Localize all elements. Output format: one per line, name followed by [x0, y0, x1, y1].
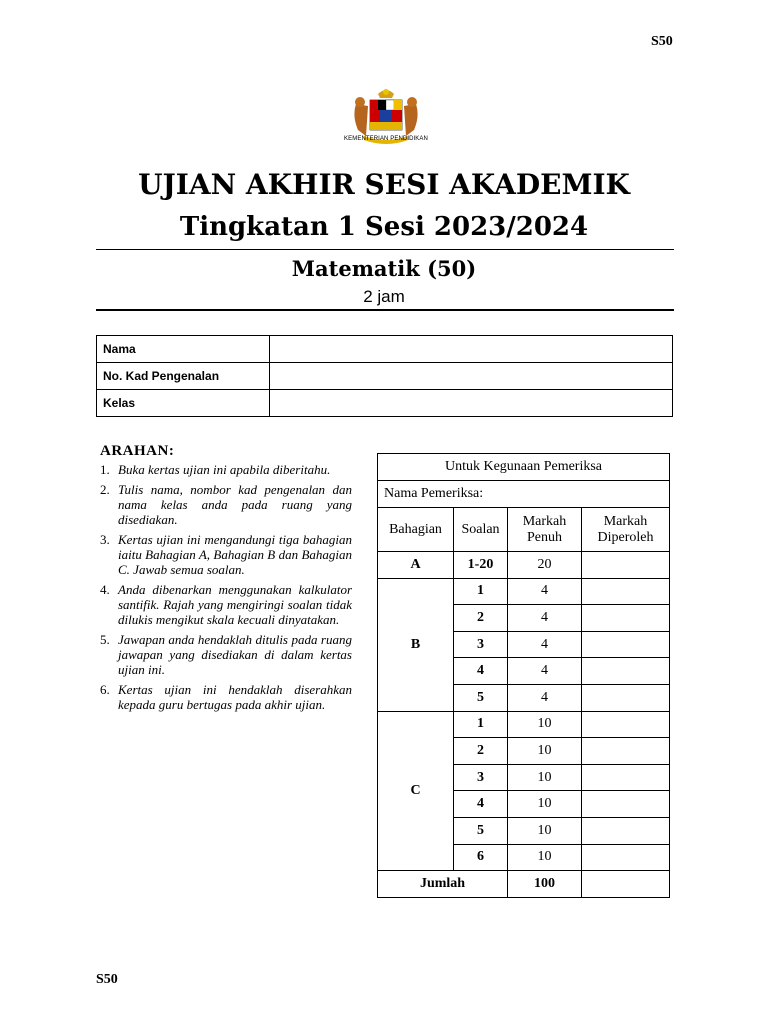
question-number: 6: [454, 844, 508, 871]
section-label: B: [378, 578, 454, 711]
full-marks: 10: [508, 738, 582, 765]
student-info-table: [96, 335, 673, 417]
full-marks: 10: [508, 844, 582, 871]
marks-obtained-cell[interactable]: [582, 738, 670, 765]
marks-obtained-cell[interactable]: [582, 578, 670, 605]
question-number: 1: [454, 578, 508, 605]
table-row: [378, 578, 670, 605]
full-marks: 4: [508, 684, 582, 711]
item-text: Tulis nama, nombor kad pengenalan dan nama kelas anda pada ruang yang disediakan.: [118, 482, 352, 527]
list-item: [100, 532, 352, 577]
marks-obtained-cell[interactable]: [582, 711, 670, 738]
ic-number-field[interactable]: [270, 363, 673, 390]
ministry-label: KEMENTERIAN PENDIDIKAN: [344, 136, 428, 142]
full-marks: 4: [508, 578, 582, 605]
table-row: [378, 711, 670, 738]
item-text: Anda dibenarkan menggunakan kalkulator santifik. Rajah yang mengiringi soalan tidak dilukis mengikut skala kecuali dinyatakan.: [118, 582, 352, 627]
header-divider: [96, 309, 674, 311]
field-label-class: Kelas: [97, 390, 270, 417]
field-label-name: Nama: [97, 336, 270, 363]
question-number: 1-20: [454, 552, 508, 579]
exam-duration: 2 jam: [363, 287, 405, 306]
question-number: 4: [454, 658, 508, 685]
examiner-name-field[interactable]: Nama Pemeriksa:: [378, 481, 670, 508]
exam-title: UJIAN AKHIR SESI AKADEMIK: [138, 168, 630, 201]
table-row: [97, 363, 673, 390]
page-code-bottom: S50: [96, 972, 118, 987]
item-number: 4.: [100, 582, 110, 597]
instructions-list: [100, 462, 352, 717]
item-number: 6.: [100, 682, 110, 697]
full-marks: 4: [508, 605, 582, 632]
table-row: [378, 552, 670, 579]
question-number: 2: [454, 605, 508, 632]
full-marks: 20: [508, 552, 582, 579]
full-marks: 10: [508, 764, 582, 791]
table-row: [97, 390, 673, 417]
list-item: [100, 632, 352, 677]
item-number: 5.: [100, 632, 110, 647]
item-number: 1.: [100, 462, 110, 477]
col-header-section: Bahagian: [378, 508, 454, 552]
section-label: C: [378, 711, 454, 871]
total-obtained-cell[interactable]: [582, 871, 670, 898]
table-row: [378, 508, 670, 552]
subject-title: Matematik (50): [291, 256, 477, 281]
field-label-ic: No. Kad Pengenalan: [97, 363, 270, 390]
full-marks: 4: [508, 658, 582, 685]
title-divider: [96, 249, 674, 250]
col-header-question: Soalan: [454, 508, 508, 552]
question-number: 1: [454, 711, 508, 738]
item-text: Kertas ujian ini mengandungi tiga bahagian iaitu Bahagian A, Bahagian B dan Bahagian C. Jawab semua soalan.: [118, 532, 352, 577]
total-full-marks: 100: [508, 871, 582, 898]
section-label: A: [378, 552, 454, 579]
item-text: Jawapan anda hendaklah ditulis pada ruang jawapan yang disediakan di dalam kertas ujian ini.: [118, 632, 352, 677]
page-code-top: S50: [651, 34, 673, 49]
list-item: [100, 682, 352, 712]
full-marks: 10: [508, 817, 582, 844]
question-number: 3: [454, 764, 508, 791]
marks-obtained-cell[interactable]: [582, 817, 670, 844]
marks-obtained-cell[interactable]: [582, 764, 670, 791]
marks-obtained-cell[interactable]: [582, 658, 670, 685]
exam-form-session: Tingkatan 1 Sesi 2023/2024: [179, 212, 589, 242]
total-label: Jumlah: [378, 871, 508, 898]
question-number: 5: [454, 684, 508, 711]
instructions-title: ARAHAN:: [100, 443, 175, 459]
item-number: 3.: [100, 532, 110, 547]
col-header-marks-obtained: Markah Diperoleh: [582, 508, 670, 552]
list-item: [100, 482, 352, 527]
question-number: 2: [454, 738, 508, 765]
marks-obtained-cell[interactable]: [582, 791, 670, 818]
col-header-full-marks: Markah Penuh: [508, 508, 582, 552]
table-row: [378, 481, 670, 508]
marks-obtained-cell[interactable]: [582, 552, 670, 579]
item-text: Buka kertas ujian ini apabila diberitahu.: [118, 462, 331, 477]
item-number: 2.: [100, 482, 110, 497]
question-number: 5: [454, 817, 508, 844]
examiner-header: Untuk Kegunaan Pemeriksa: [378, 454, 670, 481]
full-marks: 4: [508, 631, 582, 658]
question-number: 4: [454, 791, 508, 818]
list-item: [100, 582, 352, 627]
marks-obtained-cell[interactable]: [582, 631, 670, 658]
marks-obtained-cell[interactable]: [582, 684, 670, 711]
table-row: [378, 871, 670, 898]
item-text: Kertas ujian ini hendaklah diserahkan kepada guru bertugas pada akhir ujian.: [118, 682, 352, 712]
name-field[interactable]: [270, 336, 673, 363]
question-number: 3: [454, 631, 508, 658]
full-marks: 10: [508, 791, 582, 818]
marks-obtained-cell[interactable]: [582, 605, 670, 632]
full-marks: 10: [508, 711, 582, 738]
table-row: [378, 454, 670, 481]
list-item: [100, 462, 352, 477]
marks-obtained-cell[interactable]: [582, 844, 670, 871]
table-row: [97, 336, 673, 363]
class-field[interactable]: [270, 390, 673, 417]
examiner-marks-table: [377, 453, 670, 898]
